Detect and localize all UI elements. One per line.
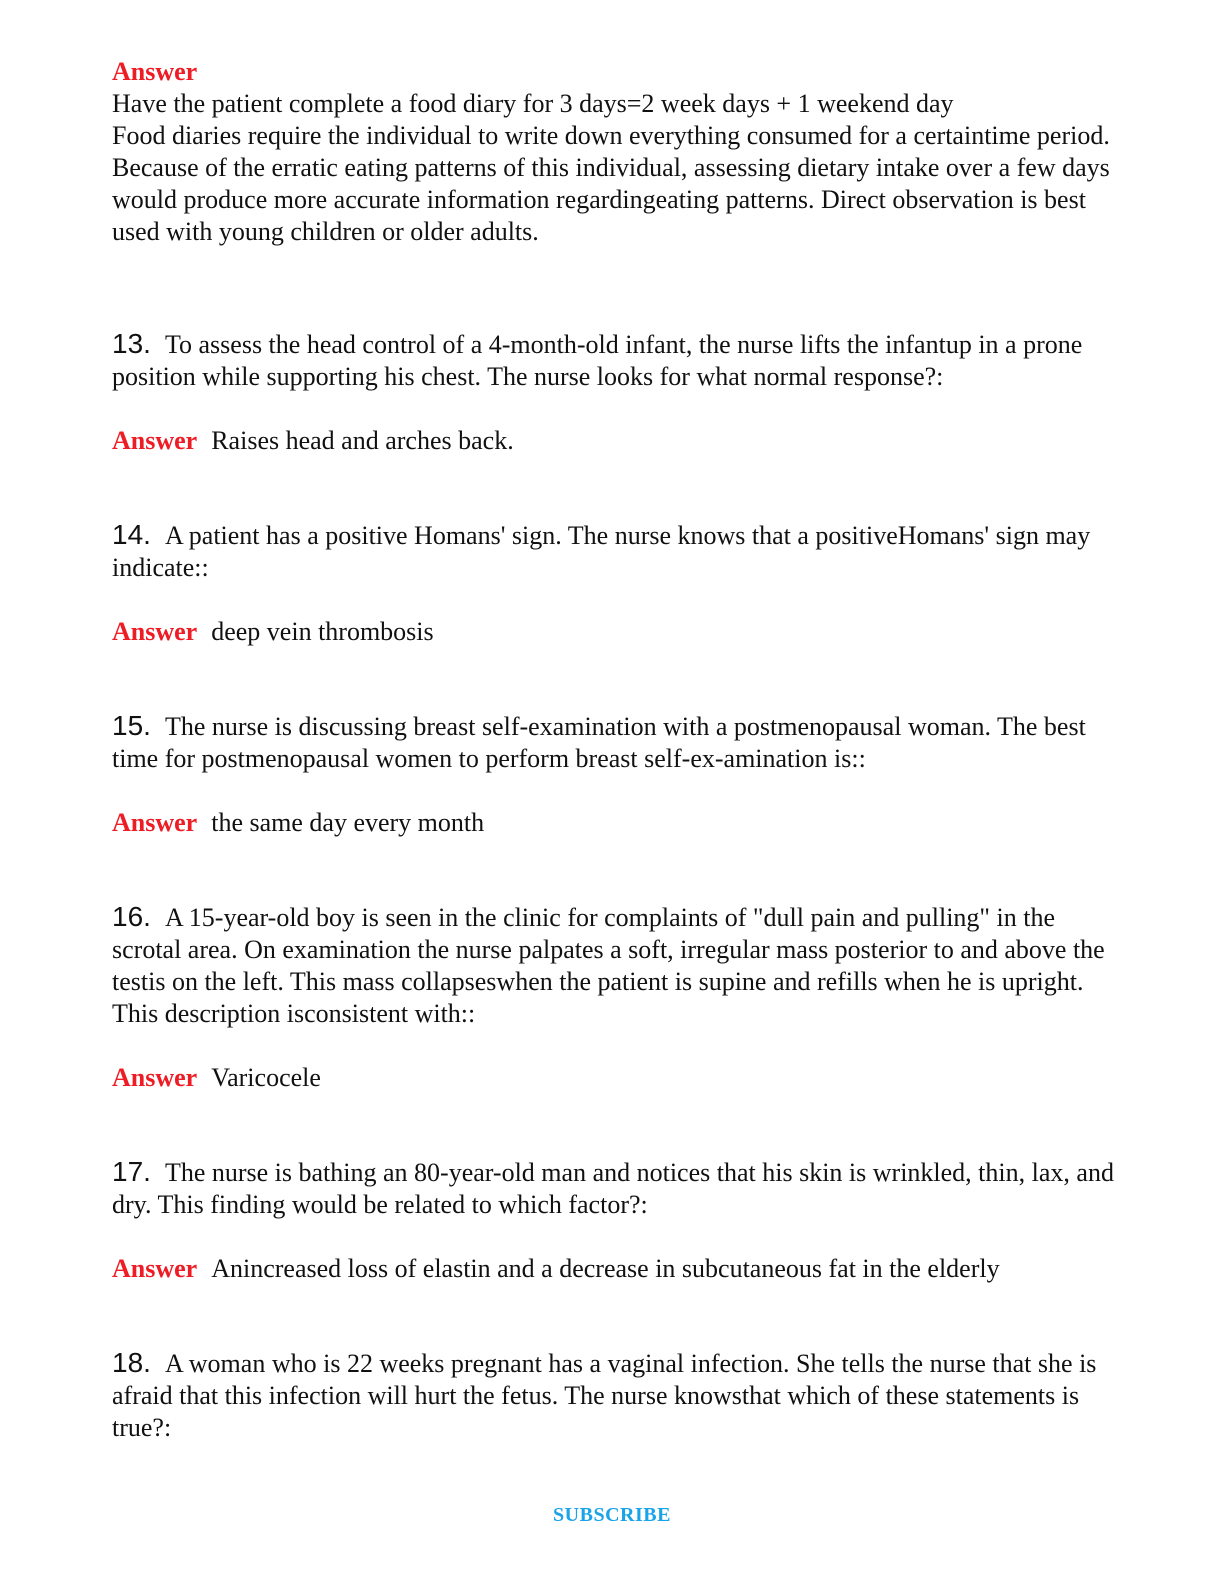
answer-label: Answer <box>112 617 198 646</box>
question-text <box>112 519 1122 584</box>
question-number: 17. <box>112 1156 151 1187</box>
question-body: A woman who is 22 weeks pregnant has a vaginal infection. She tells the nurse that she is afraid that this infection will hurt the fetus. The nurse knowsthat which of these statements is true?: <box>112 1349 1097 1442</box>
answer-row <box>112 1062 1122 1094</box>
question-body: A patient has a positive Homans' sign. The nurse knows that a positiveHomans' sign may indicate:: <box>112 521 1091 582</box>
question-block-17 <box>112 1156 1122 1285</box>
question-number: 16. <box>112 901 151 932</box>
intro-answer-block <box>112 56 1122 248</box>
answer-label: Answer <box>112 1254 198 1283</box>
question-body: The nurse is bathing an 80-year-old man and notices that his skin is wrinkled, thin, lax, and dry. This finding would be related to which factor?: <box>112 1158 1114 1219</box>
answer-text: deep vein thrombosis <box>211 617 434 646</box>
question-number: 18. <box>112 1347 151 1378</box>
answer-label: Answer <box>112 1063 198 1092</box>
question-number: 15. <box>112 710 151 741</box>
question-block-15 <box>112 710 1122 839</box>
answer-row <box>112 1253 1122 1285</box>
question-text <box>112 328 1122 393</box>
question-text <box>112 1156 1122 1221</box>
question-text <box>112 901 1122 1030</box>
answer-text: Have the patient complete a food diary for 3 days=2 week days + 1 weekend day <box>112 89 954 118</box>
question-block-13 <box>112 328 1122 457</box>
answer-row <box>112 616 1122 648</box>
question-body: The nurse is discussing breast self-examination with a postmenopausal woman. The best time for postmenopausal women to perform breast self-ex-amination is:: <box>112 712 1086 773</box>
question-body: To assess the head control of a 4-month-old infant, the nurse lifts the infantup in a prone position while supporting his chest. The nurse looks for what normal response?: <box>112 330 1083 391</box>
question-text <box>112 710 1122 775</box>
answer-rationale: Food diaries require the individual to write down everything consumed for a certaintime period. Because of the erratic eating patterns of this individual, assessing dietary intake over a few days would produce more accurate information regardingeating patterns. Direct observation is best used with young children or older adults. <box>112 121 1110 246</box>
answer-row <box>112 425 1122 457</box>
question-body: A 15-year-old boy is seen in the clinic for complaints of "dull pain and pulling" in the scrotal area. On examination the nurse palpates a soft, irregular mass posterior to and above the testis on the left. This mass collapseswhen the patient is supine and refills when he is upright. This description isconsistent with:: <box>112 903 1105 1028</box>
page-footer <box>0 1504 1224 1527</box>
answer-text: Raises head and arches back. <box>211 426 514 455</box>
subscribe-link[interactable]: SUBSCRIBE <box>553 1504 671 1526</box>
question-block-16 <box>112 901 1122 1094</box>
question-number: 14. <box>112 519 151 550</box>
answer-text: Varicocele <box>211 1063 321 1092</box>
document-page <box>112 56 1122 1444</box>
answer-label: Answer <box>112 426 198 455</box>
question-block-14 <box>112 519 1122 648</box>
answer-text: the same day every month <box>211 808 485 837</box>
question-block-18 <box>112 1347 1122 1444</box>
answer-text: Anincreased loss of elastin and a decrease in subcutaneous fat in the elderly <box>211 1254 1000 1283</box>
answer-label: Answer <box>112 808 198 837</box>
answer-row <box>112 807 1122 839</box>
question-number: 13. <box>112 328 151 359</box>
answer-label: Answer <box>112 57 198 86</box>
question-text <box>112 1347 1122 1444</box>
